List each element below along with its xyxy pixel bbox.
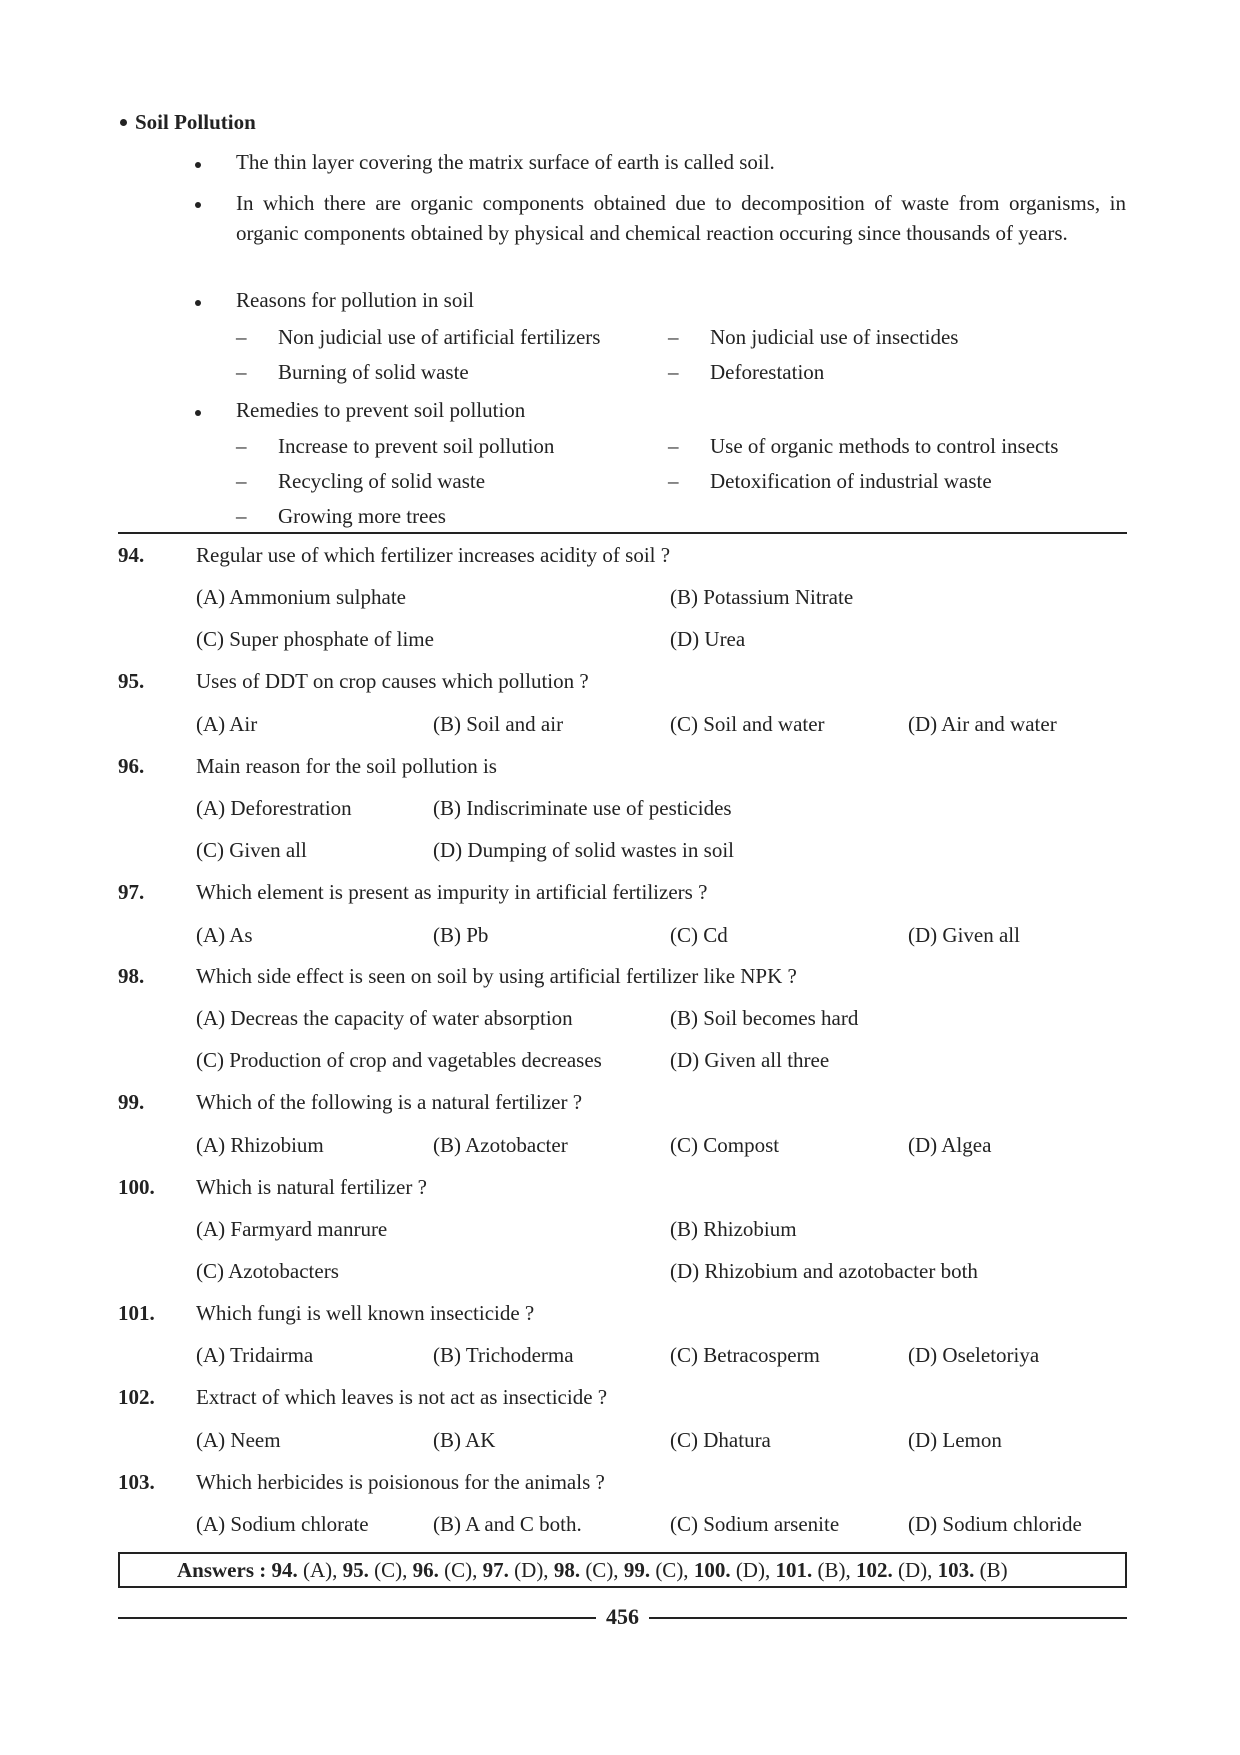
option-a: (A) Decreas the capacity of water absorption (196, 1006, 573, 1030)
question-text: Extract of which leaves is not act as insecticide ? (196, 1385, 608, 1409)
question-number: 99. (118, 1090, 145, 1114)
bullet-icon (195, 202, 201, 208)
option-b: (B) Soil and air (433, 712, 564, 736)
remedy-item: Growing more trees (278, 504, 446, 528)
option-b: (B) Trichoderma (433, 1343, 574, 1367)
option-c: (C) Azotobacters (196, 1259, 339, 1283)
answer-value: (B) (979, 1558, 1008, 1582)
option-c: (C) Super phosphate of lime (196, 627, 434, 651)
reason-item: Non judicial use of artificial fertilizers (278, 325, 601, 349)
option-a: (A) Rhizobium (196, 1133, 324, 1157)
question-number: 96. (118, 754, 145, 778)
reason-item: Non judicial use of insectides (710, 325, 959, 349)
dash-marker: – (236, 469, 247, 493)
option-a: (A) Farmyard manrure (196, 1217, 388, 1241)
option-c: (C) Soil and water (670, 712, 825, 736)
answer-value: (D), (514, 1558, 549, 1582)
section-divider (118, 532, 1127, 534)
option-a: (A) Deforestration (196, 796, 352, 820)
dash-marker: – (668, 434, 679, 458)
answer-qnum: 98. (553, 1558, 581, 1582)
question-text: Which herbicides is poisionous for the animals ? (196, 1470, 605, 1494)
option-b: (B) Potassium Nitrate (670, 585, 854, 609)
option-d: (D) Rhizobium and azotobacter both (670, 1259, 978, 1283)
answer-qnum: 101. (775, 1558, 813, 1582)
answer-qnum: 103. (937, 1558, 975, 1582)
dash-marker: – (668, 360, 679, 384)
reason-item: Burning of solid waste (278, 360, 469, 384)
question-text: Which fungi is well known insecticide ? (196, 1301, 535, 1325)
option-b: (B) Pb (433, 923, 489, 947)
option-d: (D) Given all (908, 923, 1020, 947)
option-b: (B) AK (433, 1428, 496, 1452)
question-number: 102. (118, 1385, 155, 1409)
option-b: (B) Rhizobium (670, 1217, 797, 1241)
option-a: (A) Tridairma (196, 1343, 314, 1367)
question-text: Regular use of which fertilizer increases acidity of soil ? (196, 543, 671, 567)
answer-qnum: 100. (693, 1558, 731, 1582)
answer-value: (C), (444, 1558, 478, 1582)
option-d: (D) Algea (908, 1133, 992, 1157)
answer-value: (A), (303, 1558, 338, 1582)
question-number: 94. (118, 543, 145, 567)
answer-value: (C), (374, 1558, 408, 1582)
page-number: 456 (596, 1604, 649, 1630)
bullet-icon (195, 300, 201, 306)
answers-label: Answers : (177, 1558, 267, 1582)
answer-qnum: 102. (855, 1558, 893, 1582)
question-number: 95. (118, 669, 145, 693)
dash-marker: – (668, 325, 679, 349)
remedy-item: Increase to prevent soil pollution (278, 434, 555, 458)
option-b: (B) Azotobacter (433, 1133, 568, 1157)
question-number: 97. (118, 880, 145, 904)
dash-marker: – (236, 504, 247, 528)
bullet-icon (120, 119, 127, 126)
option-c: (C) Sodium arsenite (670, 1512, 840, 1536)
question-text: Which of the following is a natural fertilizer ? (196, 1090, 583, 1114)
section-heading: Soil Pollution (120, 110, 256, 135)
answer-qnum: 94. (271, 1558, 298, 1582)
reasons-label: Reasons for pollution in soil (236, 288, 474, 312)
bullet-icon (195, 162, 201, 168)
option-a: (A) Ammonium sulphate (196, 585, 406, 609)
answer-value: (C), (585, 1558, 619, 1582)
remedy-item: Detoxification of industrial waste (710, 469, 992, 493)
option-d: (D) Lemon (908, 1428, 1002, 1452)
answer-qnum: 97. (482, 1558, 509, 1582)
question-number: 101. (118, 1301, 155, 1325)
option-d: (D) Urea (670, 627, 746, 651)
option-d: (D) Given all three (670, 1048, 830, 1072)
question-text: Which side effect is seen on soil by using artificial fertilizer like NPK ? (196, 964, 797, 988)
option-b: (B) A and C both. (433, 1512, 582, 1536)
option-a: (A) Air (196, 712, 258, 736)
option-a: (A) Sodium chlorate (196, 1512, 369, 1536)
option-d: (D) Dumping of solid wastes in soil (433, 838, 734, 862)
option-c: (C) Cd (670, 923, 728, 947)
question-text: Main reason for the soil pollution is (196, 754, 497, 778)
option-d: (D) Sodium chloride (908, 1512, 1082, 1536)
option-a: (A) As (196, 923, 253, 947)
option-c: (C) Dhatura (670, 1428, 771, 1452)
option-d: (D) Air and water (908, 712, 1057, 736)
option-c: (C) Betracosperm (670, 1343, 820, 1367)
question-text: Which is natural fertilizer ? (196, 1175, 427, 1199)
option-c: (C) Production of crop and vagetables decreases (196, 1048, 602, 1072)
option-a: (A) Neem (196, 1428, 281, 1452)
reason-item: Deforestation (710, 360, 825, 384)
answer-qnum: 99. (623, 1558, 651, 1582)
option-c: (C) Compost (670, 1133, 780, 1157)
option-c: (C) Given all (196, 838, 307, 862)
dash-marker: – (236, 325, 247, 349)
remedies-label: Remedies to prevent soil pollution (236, 398, 526, 422)
question-number: 100. (118, 1175, 155, 1199)
bullet-icon (195, 410, 201, 416)
answer-value: (B), (817, 1558, 851, 1582)
question-text: Which element is present as impurity in artificial fertilizers ? (196, 880, 708, 904)
question-number: 98. (118, 964, 145, 988)
dash-marker: – (668, 469, 679, 493)
dash-marker: – (236, 360, 247, 384)
answer-value: (D), (897, 1558, 933, 1582)
question-number: 103. (118, 1470, 155, 1494)
option-d: (D) Oseletoriya (908, 1343, 1040, 1367)
remedy-item: Recycling of solid waste (278, 469, 486, 493)
answer-value: (D), (735, 1558, 771, 1582)
question-text: Uses of DDT on crop causes which pollution ? (196, 669, 589, 693)
remedy-item: Use of organic methods to control insects (710, 434, 1059, 458)
option-b: (B) Soil becomes hard (670, 1006, 859, 1030)
answer-qnum: 96. (412, 1558, 439, 1582)
intro-bullet-1: The thin layer covering the matrix surface of earth is called soil. (236, 150, 775, 174)
answers-line (177, 1558, 1008, 1583)
answer-qnum: 95. (342, 1558, 369, 1582)
answer-value: (C), (655, 1558, 689, 1582)
intro-bullet-2: In which there are organic components obtained due to decomposition of waste from organisms, in organic components obtained by physical and chemical reaction occuring since thousands of years. (236, 191, 1126, 245)
option-b: (B) Indiscriminate use of pesticides (433, 796, 732, 820)
dash-marker: – (236, 434, 247, 458)
